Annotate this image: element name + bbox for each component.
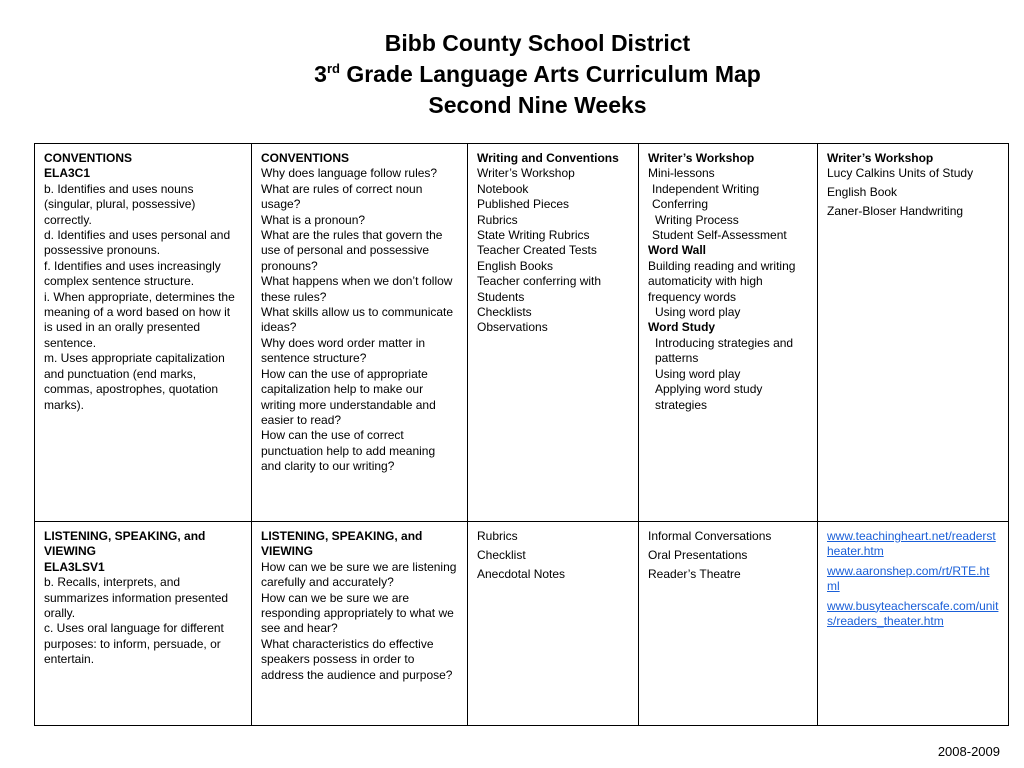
standard-item: f. Identifies and uses increasingly complex sentence structure. [44, 258, 221, 289]
resource-link[interactable]: www.teachingheart.net/readerstheater.htm [827, 529, 996, 559]
activity-item: Informal Conversations [648, 529, 772, 543]
activity-item: Independent Writing Conferring [652, 181, 760, 212]
question-item: What are rules of correct noun usage? [261, 181, 423, 212]
question-item: Why does language follow rules? [261, 166, 438, 181]
question-item: What characteristics do effective speakers possess in order to address the audience and purpose? [261, 636, 453, 682]
resources-cell [818, 522, 1009, 726]
question-item: How can the use of correct punctuation help to add meaning and clarity to our writing? [261, 428, 436, 474]
assessment-cell [468, 522, 639, 726]
standards-heading: LISTENING, SPEAKING, and VIEWING [44, 529, 206, 559]
question-item: Why does word order matter in sentence structure? [261, 335, 426, 366]
resource-link[interactable]: www.aaronshep.com/rt/RTE.html [827, 563, 990, 594]
assessment-cell [468, 144, 639, 522]
resource-item: Zaner-Bloser Handwriting [827, 204, 964, 219]
assessment-item: Writer’s Workshop Notebook [477, 166, 575, 196]
assessment-item: State Writing Rubrics [477, 228, 590, 243]
question-item: What skills allow us to communicate ideas? [261, 305, 454, 335]
standard-item: m. Uses appropriate capitalization and punctuation (end marks, commas, apostrophes, quotation marks). [44, 351, 225, 412]
table-row [35, 522, 1009, 726]
assessment-item: English Books [477, 258, 554, 273]
word-study-heading: Word Study [648, 320, 716, 335]
resource-item: English Book [827, 185, 898, 200]
footer-year: 2008-2009 [937, 744, 1000, 759]
activity-item: Using word play [655, 366, 741, 381]
standard-item: b. Identifies and uses nouns (singular, plural, possessive) correctly. [44, 181, 196, 227]
activity-item: Reader’s Theatre [648, 567, 741, 581]
activities-cell [639, 144, 818, 522]
assessment-item: Rubrics [477, 212, 518, 227]
question-item: How can we be sure we are listening carefully and accurately? [261, 559, 457, 590]
word-wall-heading: Word Wall [648, 243, 706, 258]
standard-code: ELA3LSV1 [44, 559, 105, 574]
standard-item: c. Uses oral language for different purposes: to inform, persuade, or entertain. [44, 621, 224, 667]
activities-cell [639, 522, 818, 726]
resources-cell [818, 144, 1009, 522]
term-title: Second Nine Weeks [428, 92, 647, 118]
assessment-item: Published Pieces [477, 197, 570, 212]
activity-item: Oral Presentations [648, 548, 748, 562]
questions-cell [252, 522, 468, 726]
activity-item: Writing Process [655, 212, 739, 227]
standards-cell [35, 522, 252, 726]
standards-cell [35, 144, 252, 522]
map-title-text: Grade Language Arts Curriculum Map [339, 61, 761, 87]
questions-heading: LISTENING, SPEAKING, and VIEWING [261, 529, 423, 559]
question-item: How can we be sure we are responding appropriately to what we see and hear? [261, 590, 454, 636]
table-row [35, 144, 1009, 522]
standard-code: ELA3C1 [44, 166, 91, 181]
assessment-item: Teacher conferring with Students [477, 274, 602, 304]
assessment-item: Rubrics [477, 529, 518, 543]
question-item: What are the rules that govern the use of personal and possessive pronouns? [261, 228, 443, 273]
questions-heading: CONVENTIONS [261, 151, 350, 165]
assessment-item: Checklists [477, 305, 532, 320]
activity-item: Mini-lessons [648, 166, 715, 181]
standard-item: b. Recalls, interprets, and summarizes information presented orally. [44, 575, 229, 621]
resource-link[interactable]: www.busyteacherscafe.com/units/readers_theater.htm [827, 598, 999, 629]
standards-heading: CONVENTIONS [44, 151, 133, 165]
grade-suffix: rd [326, 61, 340, 76]
activities-heading: Writer’s Workshop [648, 151, 755, 165]
map-title [0, 59, 1024, 90]
activity-item: Student Self-Assessment [652, 228, 787, 243]
standard-item: d. Identifies and uses personal and possessive pronouns. [44, 228, 231, 258]
standard-item: i. When appropriate, determines the meaning of a word based on how it is used in an orally presented sentence. [44, 289, 235, 350]
district-title: Bibb County School District [384, 30, 691, 56]
resource-item: Lucy Calkins Units of Study [827, 166, 974, 181]
assessment-item: Checklist [477, 548, 526, 562]
questions-cell [252, 144, 468, 522]
activity-item: Using word play [655, 305, 741, 320]
curriculum-table [34, 143, 1009, 726]
assessment-item: Anecdotal Notes [477, 567, 566, 581]
assessment-item: Teacher Created Tests [477, 243, 597, 258]
grade-number: 3 [314, 61, 327, 87]
assessment-item: Observations [477, 320, 548, 335]
activity-item: Building reading and writing automaticity with high frequency words [648, 258, 796, 304]
question-item: What happens when we don’t follow these rules? [261, 274, 453, 304]
question-item: How can the use of appropriate capitalization help to make our writing more understandable and easier to read? [261, 366, 436, 427]
resources-heading: Writer’s Workshop [827, 151, 934, 165]
page-header [0, 28, 1024, 121]
assessment-heading: Writing and Conventions [477, 151, 619, 165]
question-item: What is a pronoun? [261, 212, 366, 227]
activity-item: Introducing strategies and patterns [655, 335, 794, 366]
activity-item: Applying word study strategies [655, 382, 763, 412]
